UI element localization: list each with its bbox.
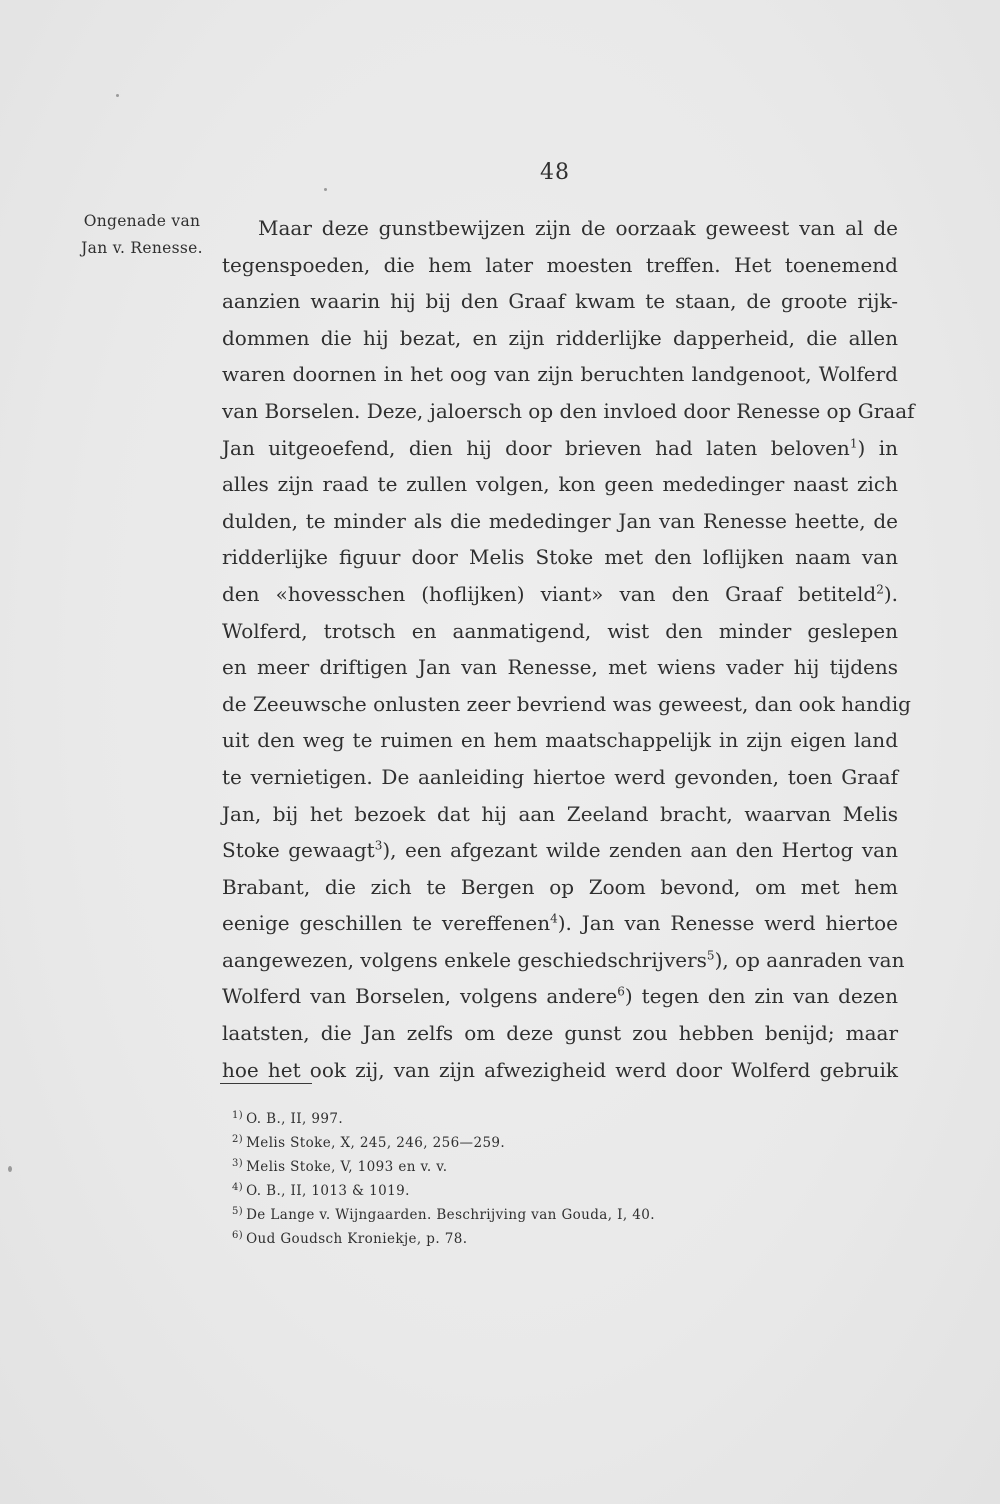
footnote-marker-number: 3 — [232, 1157, 239, 1169]
text-line — [222, 942, 905, 979]
text-line — [222, 393, 915, 430]
margin-note-line: Ongenade van — [83, 212, 201, 230]
footnote-reference-number: 6 — [617, 984, 625, 999]
paper-speck — [324, 188, 327, 191]
text-line-content: den «hovesschen (hoflijken) viant» van den Graaf betiteld — [222, 581, 877, 606]
text-line-content: aanzien waarin hij bij den Graaf kwam te staan, de groote rijk- — [222, 289, 898, 314]
footnote-text: Oud Goudsch Kroniekje, p. 78. — [246, 1231, 468, 1247]
text-line — [222, 978, 898, 1015]
footnote-reference-number: 1 — [849, 435, 858, 450]
footnote-marker-number: 1 — [232, 1109, 239, 1121]
body-text — [222, 210, 915, 1088]
footnote-marker: 5) — [232, 1205, 244, 1217]
text-line-content: hoe het ook zij, van zijn afwezigheid werd door Wolferd gebruik — [222, 1057, 898, 1082]
text-line — [222, 613, 898, 650]
margin-note-line: Jan v. Renesse. — [81, 239, 203, 257]
text-line-continuation: in — [865, 435, 898, 460]
text-line-continuation: . Jan van Renesse werd hiertoe — [565, 911, 898, 936]
text-line — [222, 283, 898, 320]
text-line-content: waren doornen in het oog van zijn beruchten landgenoot, Wolferd — [222, 362, 898, 387]
footnote-reference-number: 5 — [706, 948, 715, 963]
text-line — [222, 759, 898, 796]
margin-note — [62, 208, 222, 262]
footnote-reference: $^1$) — [849, 435, 866, 460]
text-line-content: Jan, bij het bezoek dat hij aan Zeeland bracht, waarvan Melis — [222, 801, 898, 826]
footnote-reference: $^3$) — [374, 838, 391, 863]
footnote-rule — [220, 1083, 312, 1084]
text-line — [222, 649, 898, 686]
footnote-text: Melis Stoke, X, 245, 246, 256—259. — [246, 1135, 506, 1151]
footnote-marker-number: 5 — [232, 1205, 239, 1217]
footnote — [232, 1107, 792, 1131]
paper-speck — [8, 1166, 12, 1172]
text-line — [222, 905, 898, 942]
footnote-marker: 4) — [232, 1181, 244, 1193]
text-line-content: aangewezen, volgens enkele geschiedschrijvers — [222, 947, 707, 972]
footnote-marker: 1) — [232, 1109, 244, 1121]
text-line — [222, 576, 898, 613]
footnote — [232, 1155, 792, 1179]
footnote — [232, 1179, 792, 1203]
text-line — [222, 686, 911, 723]
text-line — [222, 210, 898, 247]
text-line-content: Wolferd, trotsch en aanmatigend, wist den minder geslepen — [222, 618, 898, 643]
page-number: 48 — [540, 160, 570, 185]
text-line-content: Brabant, die zich te Bergen op Zoom bevond, om met hem — [222, 874, 898, 899]
footnote-reference: $^6$) — [617, 984, 633, 1009]
text-line-content: Maar deze gunstbewijzen zijn de oorzaak geweest van al de — [258, 216, 898, 240]
text-line — [222, 539, 898, 576]
text-line-continuation: , op aanraden van — [722, 947, 905, 972]
footnote-text: O. B., II, 1013 & 1019. — [246, 1183, 410, 1199]
footnote-marker-number: 4 — [232, 1181, 239, 1193]
text-line — [222, 722, 898, 759]
footnote-reference-number: 2 — [876, 582, 884, 597]
footnotes — [232, 1107, 792, 1251]
text-line — [222, 466, 898, 503]
footnote-marker: 3) — [232, 1157, 244, 1169]
text-line — [222, 832, 898, 869]
text-line-content: Wolferd van Borselen, volgens andere — [222, 984, 618, 1009]
footnote-marker: 6) — [232, 1229, 244, 1241]
footnote-marker-number: 2 — [232, 1133, 239, 1145]
text-line — [222, 430, 898, 467]
footnote — [232, 1131, 792, 1155]
text-line — [222, 869, 898, 906]
text-line-content: en meer driftigen Jan van Renesse, met wiens vader hij tijdens — [222, 655, 898, 680]
text-line-content: uit den weg te ruimen en hem maatschappelijk in zijn eigen land — [222, 728, 898, 753]
text-line-content: tegenspoeden, die hem later moesten treffen. Het toenemend — [222, 252, 898, 277]
text-line — [222, 1015, 898, 1052]
footnote-reference: $^4$) — [550, 911, 566, 936]
footnote-reference-number: 3 — [374, 838, 383, 853]
text-line — [222, 320, 898, 357]
footnote-marker-number: 6 — [232, 1229, 239, 1241]
paper-speck — [116, 94, 119, 97]
text-line — [222, 796, 898, 833]
text-line-content: alles zijn raad te zullen volgen, kon geen mededinger naast zich — [222, 472, 898, 497]
footnote — [232, 1203, 792, 1227]
text-line-content: ridderlijke figuur door Melis Stoke met den loflijken naam van — [222, 545, 898, 570]
footnote-text: O. B., II, 997. — [246, 1111, 344, 1127]
text-line — [222, 1052, 898, 1089]
text-line-continuation: . — [891, 581, 898, 606]
footnote — [232, 1227, 792, 1251]
text-line-content: dulden, te minder als die mededinger Jan van Renesse heette, de — [222, 508, 898, 533]
text-line-content: te vernietigen. De aanleiding hiertoe werd gevonden, toen Graaf — [222, 764, 898, 789]
text-line — [222, 247, 898, 284]
footnote-marker: 2) — [232, 1133, 244, 1145]
text-line-continuation: tegen den zin van dezen — [632, 984, 899, 1009]
footnote-reference: $^5$) — [706, 947, 723, 972]
text-line-content: van Borselen. Deze, jaloersch op den invloed door Renesse op Graaf — [222, 398, 915, 423]
footnote-reference: $^2$) — [876, 581, 892, 606]
text-line-content: dommen die hij bezat, en zijn ridderlijke dapperheid, die allen — [222, 325, 898, 350]
text-line-content: laatsten, die Jan zelfs om deze gunst zou hebben benijd; maar — [222, 1021, 898, 1046]
text-line — [222, 503, 898, 540]
text-line-continuation: , een afgezant wilde zenden aan den Hertog van — [390, 838, 898, 863]
footnote-text: Melis Stoke, V, 1093 en v. v. — [246, 1159, 448, 1175]
text-line — [222, 356, 898, 393]
text-line-content: Stoke gewaagt — [222, 838, 375, 863]
text-line-content: de Zeeuwsche onlusten zeer bevriend was geweest, dan ook handig — [222, 691, 911, 716]
text-line-content: Jan uitgeoefend, dien hij door brieven had laten beloven — [222, 435, 850, 460]
footnote-reference-number: 4 — [550, 911, 558, 926]
text-line-content: eenige geschillen te vereffenen — [222, 911, 551, 936]
footnote-text: De Lange v. Wijngaarden. Beschrijving van Gouda, I, 40. — [246, 1207, 655, 1223]
